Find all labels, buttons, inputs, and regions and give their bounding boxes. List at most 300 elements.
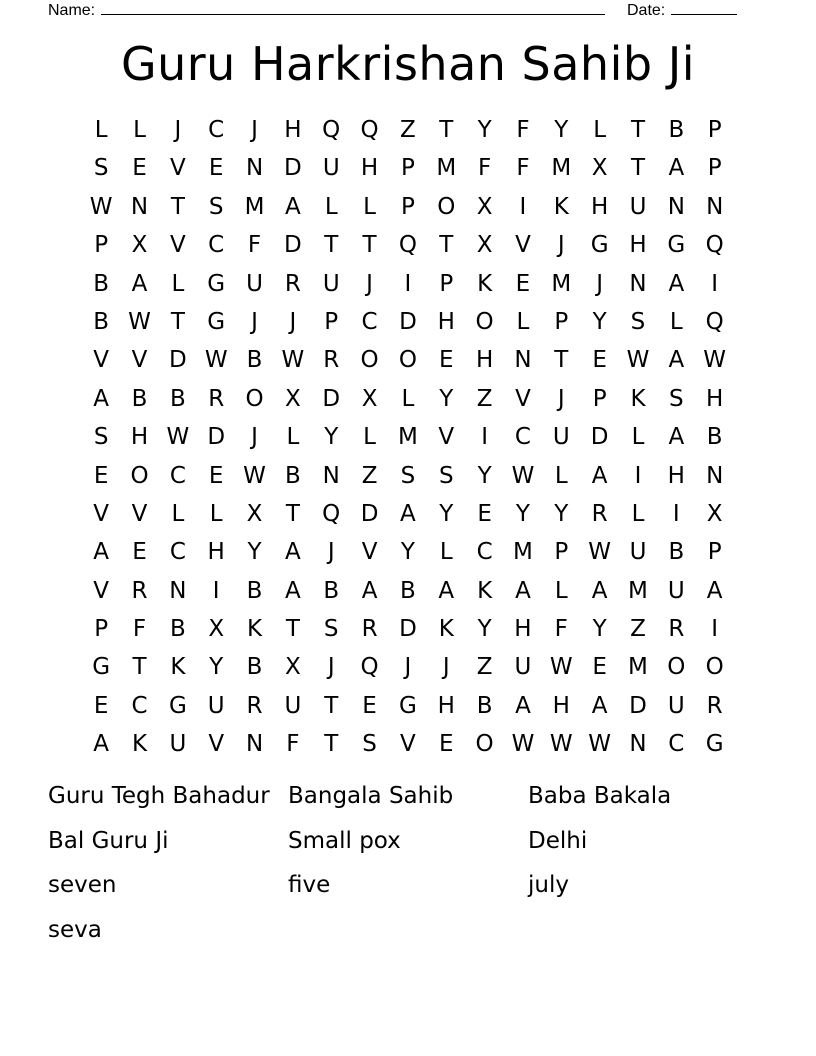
grid-letter: H xyxy=(667,462,685,489)
grid-letter: V xyxy=(438,424,455,451)
name-blank-line xyxy=(101,0,605,15)
grid-letter: D xyxy=(284,155,302,182)
grid-letter: U xyxy=(514,654,532,681)
grid-letter: F xyxy=(516,155,530,182)
word-bank-item: Small pox xyxy=(288,827,401,854)
grid-letter: A xyxy=(668,424,685,451)
grid-letter: X xyxy=(361,385,378,412)
grid-letter: L xyxy=(631,424,645,451)
grid-letter: T xyxy=(324,692,339,719)
grid-letter: E xyxy=(592,654,607,681)
grid-letter: X xyxy=(285,654,301,681)
grid-letter: E xyxy=(93,462,109,489)
grid-letter: Y xyxy=(439,385,454,412)
grid-letter: L xyxy=(94,117,108,143)
grid-row xyxy=(82,341,734,379)
grid-letter: T xyxy=(630,155,646,182)
grid-letter: I xyxy=(672,500,680,527)
grid-letter: Z xyxy=(630,616,646,643)
grid-letter: D xyxy=(399,308,417,335)
grid-letter: V xyxy=(169,155,186,182)
grid-letter: Y xyxy=(209,654,224,681)
grid-row xyxy=(82,495,734,533)
grid-letter: S xyxy=(438,462,454,489)
grid-row xyxy=(82,226,734,264)
grid-letter: C xyxy=(514,424,531,451)
grid-letter: H xyxy=(590,193,609,220)
grid-letter: E xyxy=(362,692,377,719)
grid-row xyxy=(82,648,734,686)
grid-letter: E xyxy=(477,500,492,527)
grid-letter: W xyxy=(511,731,535,758)
grid-letter: V xyxy=(93,500,110,527)
grid-letter: L xyxy=(593,117,607,143)
grid-letter: W xyxy=(204,347,228,374)
grid-letter: C xyxy=(169,539,186,566)
grid-letter: N xyxy=(169,577,187,604)
grid-letter: J xyxy=(174,117,182,143)
grid-letter: A xyxy=(93,731,110,758)
grid-letter: J xyxy=(366,270,373,297)
grid-letter: B xyxy=(323,577,340,604)
grid-letter: W xyxy=(588,539,612,566)
grid-row xyxy=(82,188,734,226)
grid-letter: E xyxy=(208,462,224,489)
date-label: Date: xyxy=(627,2,666,19)
grid-letter: R xyxy=(323,347,340,374)
grid-letter: Y xyxy=(439,500,454,527)
grid-row xyxy=(82,111,734,149)
grid-letter: S xyxy=(400,462,416,489)
grid-letter: A xyxy=(591,462,608,489)
word-bank-item: seven xyxy=(48,872,117,899)
grid-letter: A xyxy=(706,577,723,604)
grid-letter: M xyxy=(244,193,265,220)
grid-row xyxy=(82,149,734,187)
grid-letter: N xyxy=(245,155,264,182)
grid-letter: L xyxy=(324,193,338,220)
grid-letter: N xyxy=(514,347,532,374)
word-bank-item: seva xyxy=(48,917,102,944)
grid-letter: Q xyxy=(322,117,341,143)
grid-letter: J xyxy=(404,654,412,681)
grid-letter: M xyxy=(628,577,648,604)
grid-letter: A xyxy=(668,270,685,297)
grid-letter: W xyxy=(626,347,650,374)
grid-letter: C xyxy=(169,462,186,489)
grid-letter: W xyxy=(588,731,612,758)
grid-letter: X xyxy=(591,155,608,182)
grid-letter: H xyxy=(475,347,494,374)
grid-letter: P xyxy=(439,270,454,297)
grid-letter: R xyxy=(284,270,301,297)
grid-letter: A xyxy=(93,539,110,566)
grid-letter: H xyxy=(207,539,225,566)
grid-letter: D xyxy=(207,424,226,451)
grid-letter: T xyxy=(132,654,147,681)
grid-letter: B xyxy=(93,270,110,297)
grid-row xyxy=(82,265,734,303)
grid-letter: X xyxy=(131,232,148,259)
grid-letter: R xyxy=(591,500,608,527)
word-bank-item: Baba Bakala xyxy=(528,783,672,809)
grid-letter: A xyxy=(591,692,608,719)
date-blank-line xyxy=(671,0,737,15)
name-date-header xyxy=(48,0,748,18)
grid-letter: R xyxy=(361,616,378,643)
grid-letter: G xyxy=(705,731,724,758)
grid-letter: K xyxy=(630,385,646,412)
grid-letter: N xyxy=(667,193,685,220)
grid-letter: V xyxy=(93,347,110,374)
grid-letter: Q xyxy=(705,232,724,259)
grid-letter: M xyxy=(397,424,418,451)
grid-letter: J xyxy=(251,424,258,451)
grid-letter: C xyxy=(361,308,378,335)
grid-letter: N xyxy=(130,193,149,220)
grid-letter: R xyxy=(706,692,723,719)
grid-letter: K xyxy=(477,577,493,604)
grid-letter: X xyxy=(476,193,493,220)
grid-letter: F xyxy=(477,155,492,182)
grid-letter: A xyxy=(285,577,301,604)
grid-letter: A xyxy=(400,500,416,527)
grid-letter: B xyxy=(668,539,685,566)
word-bank-item: july xyxy=(528,872,569,899)
grid-letter: K xyxy=(477,270,493,297)
grid-letter: W xyxy=(128,308,151,335)
grid-letter: E xyxy=(132,155,147,182)
grid-letter: T xyxy=(324,731,339,758)
grid-letter: S xyxy=(208,193,224,220)
grid-letter: Z xyxy=(400,117,416,143)
grid-letter: A xyxy=(285,539,301,566)
grid-letter: P xyxy=(554,308,569,335)
grid-letter: P xyxy=(707,117,722,143)
grid-letter: R xyxy=(246,692,263,719)
grid-letter: B xyxy=(668,117,685,143)
grid-letter: P xyxy=(324,308,339,335)
grid-row xyxy=(82,533,734,571)
grid-letter: I xyxy=(634,462,642,489)
grid-letter: E xyxy=(592,347,607,374)
grid-row xyxy=(82,418,734,456)
grid-letter: M xyxy=(628,654,648,681)
grid-letter: Q xyxy=(360,117,379,143)
grid-letter: J xyxy=(557,232,565,259)
grid-letter: A xyxy=(438,577,455,604)
grid-letter: U xyxy=(284,692,302,719)
grid-letter: Y xyxy=(554,117,569,143)
grid-letter: V xyxy=(361,539,378,566)
grid-letter: K xyxy=(170,654,186,681)
grid-letter: S xyxy=(93,155,109,182)
grid-letter: H xyxy=(706,385,724,412)
grid-letter: M xyxy=(513,539,533,566)
grid-letter: O xyxy=(475,731,494,758)
grid-letter: Y xyxy=(554,500,569,527)
grid-letter: I xyxy=(711,270,719,297)
grid-letter: L xyxy=(171,270,185,297)
grid-letter: O xyxy=(130,462,149,489)
grid-letter: Z xyxy=(476,385,493,412)
word-bank-item: Delhi xyxy=(528,827,588,854)
grid-letter: N xyxy=(706,193,724,220)
grid-letter: C xyxy=(476,539,493,566)
grid-letter: M xyxy=(436,155,457,182)
grid-letter: A xyxy=(515,692,531,719)
grid-letter: J xyxy=(289,308,297,335)
grid-letter: M xyxy=(551,155,572,182)
grid-letter: W xyxy=(549,731,573,758)
puzzle-title: Guru Harkrishan Sahib Ji xyxy=(120,37,696,91)
grid-letter: X xyxy=(476,232,493,259)
grid-letter: W xyxy=(549,654,573,681)
grid-letter: W xyxy=(243,462,266,489)
grid-letter: Y xyxy=(592,616,607,643)
grid-letter: Y xyxy=(592,308,607,335)
grid-letter: O xyxy=(437,193,456,220)
grid-letter: E xyxy=(208,155,224,182)
grid-letter: I xyxy=(711,616,719,643)
grid-letter: C xyxy=(668,731,685,758)
grid-letter: X xyxy=(208,616,225,643)
grid-letter: L xyxy=(516,308,530,335)
grid-letter: D xyxy=(590,424,609,451)
grid-letter: F xyxy=(247,232,262,259)
grid-letter: W xyxy=(89,193,113,220)
grid-letter: J xyxy=(327,654,335,681)
grid-row xyxy=(82,572,734,610)
grid-letter: D xyxy=(284,232,302,259)
grid-letter: F xyxy=(516,117,530,143)
grid-letter: T xyxy=(630,117,646,143)
grid-letter: P xyxy=(400,193,415,220)
grid-letter: A xyxy=(285,193,301,220)
grid-letter: V xyxy=(208,731,225,758)
grid-letter: L xyxy=(171,500,185,527)
grid-letter: B xyxy=(706,424,723,451)
grid-letter: K xyxy=(438,616,454,643)
grid-letter: I xyxy=(404,270,412,297)
grid-letter: J xyxy=(327,539,335,566)
grid-letter: B xyxy=(93,308,110,335)
grid-letter: S xyxy=(362,731,377,758)
grid-letter: E xyxy=(132,539,147,566)
grid-letter: V xyxy=(131,347,148,374)
grid-letter: B xyxy=(476,692,493,719)
grid-letter: F xyxy=(554,616,568,643)
grid-letter: W xyxy=(166,424,190,451)
grid-letter: T xyxy=(439,117,454,143)
grid-letter: V xyxy=(93,577,110,604)
grid-letter: L xyxy=(209,500,223,527)
grid-letter: W xyxy=(281,347,305,374)
word-bank-item: five xyxy=(288,872,331,899)
grid-letter: L xyxy=(363,424,376,451)
grid-letter: E xyxy=(438,731,454,758)
letter-grid xyxy=(82,111,734,764)
grid-letter: K xyxy=(131,731,148,758)
word-bank-item: Bangala Sahib xyxy=(288,783,454,809)
grid-letter: D xyxy=(629,692,647,719)
grid-letter: A xyxy=(361,577,378,604)
grid-letter: B xyxy=(246,577,263,604)
grid-letter: R xyxy=(668,616,685,643)
grid-letter: B xyxy=(400,577,416,604)
grid-letter: I xyxy=(212,577,220,604)
grid-letter: L xyxy=(631,500,645,527)
grid-letter: P xyxy=(400,155,415,182)
grid-letter: O xyxy=(360,347,379,374)
grid-letter: K xyxy=(553,193,569,220)
grid-letter: G xyxy=(590,232,609,259)
grid-letter: A xyxy=(591,577,608,604)
grid-letter: T xyxy=(362,232,377,259)
grid-letter: V xyxy=(131,500,148,527)
grid-row xyxy=(82,687,734,725)
grid-letter: E xyxy=(93,692,109,719)
grid-letter: Y xyxy=(324,424,339,451)
grid-letter: M xyxy=(551,270,572,297)
grid-letter: Y xyxy=(400,539,415,566)
grid-letter: P xyxy=(707,539,722,566)
grid-letter: A xyxy=(131,270,148,297)
grid-letter: O xyxy=(667,654,686,681)
grid-letter: U xyxy=(629,539,647,566)
grid-letter: G xyxy=(207,308,226,335)
grid-letter: L xyxy=(286,424,300,451)
grid-letter: X xyxy=(285,385,301,412)
grid-letter: H xyxy=(360,155,379,182)
grid-letter: O xyxy=(475,308,494,335)
grid-letter: L xyxy=(554,462,568,489)
grid-letter: L xyxy=(133,117,146,143)
grid-letter: H xyxy=(437,692,455,719)
grid-letter: R xyxy=(131,577,148,604)
grid-letter: U xyxy=(667,692,685,719)
grid-letter: G xyxy=(92,654,111,681)
grid-row xyxy=(82,725,734,763)
name-label: Name: xyxy=(48,2,96,19)
grid-letter: J xyxy=(251,308,258,335)
grid-letter: W xyxy=(511,462,535,489)
grid-letter: E xyxy=(515,270,531,297)
word-bank xyxy=(48,777,768,956)
grid-letter: H xyxy=(437,308,455,335)
grid-letter: X xyxy=(246,500,263,527)
grid-letter: E xyxy=(438,347,454,374)
grid-letter: Z xyxy=(361,462,378,489)
grid-letter: D xyxy=(399,616,417,643)
grid-letter: U xyxy=(322,270,340,297)
grid-letter: T xyxy=(170,308,185,335)
grid-letter: N xyxy=(629,731,647,758)
grid-letter: I xyxy=(481,424,488,451)
grid-letter: L xyxy=(669,308,683,335)
grid-letter: F xyxy=(132,616,147,643)
grid-letter: T xyxy=(285,500,300,527)
grid-letter: H xyxy=(552,692,570,719)
grid-letter: C xyxy=(131,692,148,719)
grid-letter: X xyxy=(706,500,723,527)
grid-row xyxy=(82,303,734,341)
grid-letter: Q xyxy=(398,232,417,259)
grid-letter: S xyxy=(323,616,339,643)
grid-letter: D xyxy=(322,385,341,412)
grid-letter: A xyxy=(668,155,685,182)
grid-letter: Y xyxy=(477,117,492,143)
grid-letter: B xyxy=(131,385,148,412)
grid-letter: J xyxy=(557,385,565,412)
grid-letter: D xyxy=(360,500,379,527)
grid-letter: Q xyxy=(360,654,379,681)
grid-letter: G xyxy=(207,270,226,297)
grid-letter: C xyxy=(208,117,225,143)
word-bank-item: Bal Guru Ji xyxy=(48,827,169,854)
grid-letter: Z xyxy=(476,654,493,681)
grid-letter: H xyxy=(629,232,647,259)
grid-letter: O xyxy=(245,385,264,412)
grid-letter: U xyxy=(246,270,263,297)
grid-letter: B xyxy=(246,654,263,681)
grid-letter: T xyxy=(285,616,300,643)
grid-letter: A xyxy=(93,385,110,412)
grid-letter: J xyxy=(251,117,258,143)
grid-letter: H xyxy=(130,424,149,451)
grid-letter: L xyxy=(401,385,415,412)
grid-letter: S xyxy=(669,385,684,412)
grid-letter: U xyxy=(207,692,225,719)
grid-letter: G xyxy=(667,232,686,259)
grid-letter: H xyxy=(514,616,532,643)
grid-letter: D xyxy=(169,347,187,374)
grid-letter: T xyxy=(324,232,339,259)
grid-letter: H xyxy=(284,117,302,143)
grid-letter: B xyxy=(285,462,301,489)
grid-letter: C xyxy=(208,232,225,259)
grid-letter: P xyxy=(554,539,569,566)
grid-letter: W xyxy=(703,347,727,374)
grid-letter: L xyxy=(554,577,568,604)
grid-letter: G xyxy=(399,692,417,719)
grid-row xyxy=(82,610,734,648)
grid-letter: I xyxy=(519,193,527,220)
grid-letter: T xyxy=(170,193,185,220)
grid-letter: U xyxy=(667,577,685,604)
word-bank-item: Guru Tegh Bahadur xyxy=(48,783,270,809)
grid-letter: P xyxy=(94,616,109,643)
grid-letter: K xyxy=(247,616,263,643)
grid-letter: V xyxy=(515,232,531,259)
grid-letter: U xyxy=(322,155,340,182)
grid-letter: Y xyxy=(247,539,262,566)
grid-letter: U xyxy=(552,424,570,451)
grid-letter: N xyxy=(322,462,340,489)
grid-letter: P xyxy=(94,232,109,259)
date-field xyxy=(627,0,737,20)
grid-letter: B xyxy=(246,347,263,374)
grid-letter: R xyxy=(208,385,225,412)
grid-letter: U xyxy=(629,193,647,220)
grid-letter: Y xyxy=(477,616,492,643)
grid-letter: J xyxy=(442,654,450,681)
grid-letter: O xyxy=(398,347,417,374)
grid-letter: Y xyxy=(477,462,492,489)
grid-letter: V xyxy=(515,385,531,412)
grid-letter: V xyxy=(400,731,416,758)
grid-letter: A xyxy=(515,577,531,604)
